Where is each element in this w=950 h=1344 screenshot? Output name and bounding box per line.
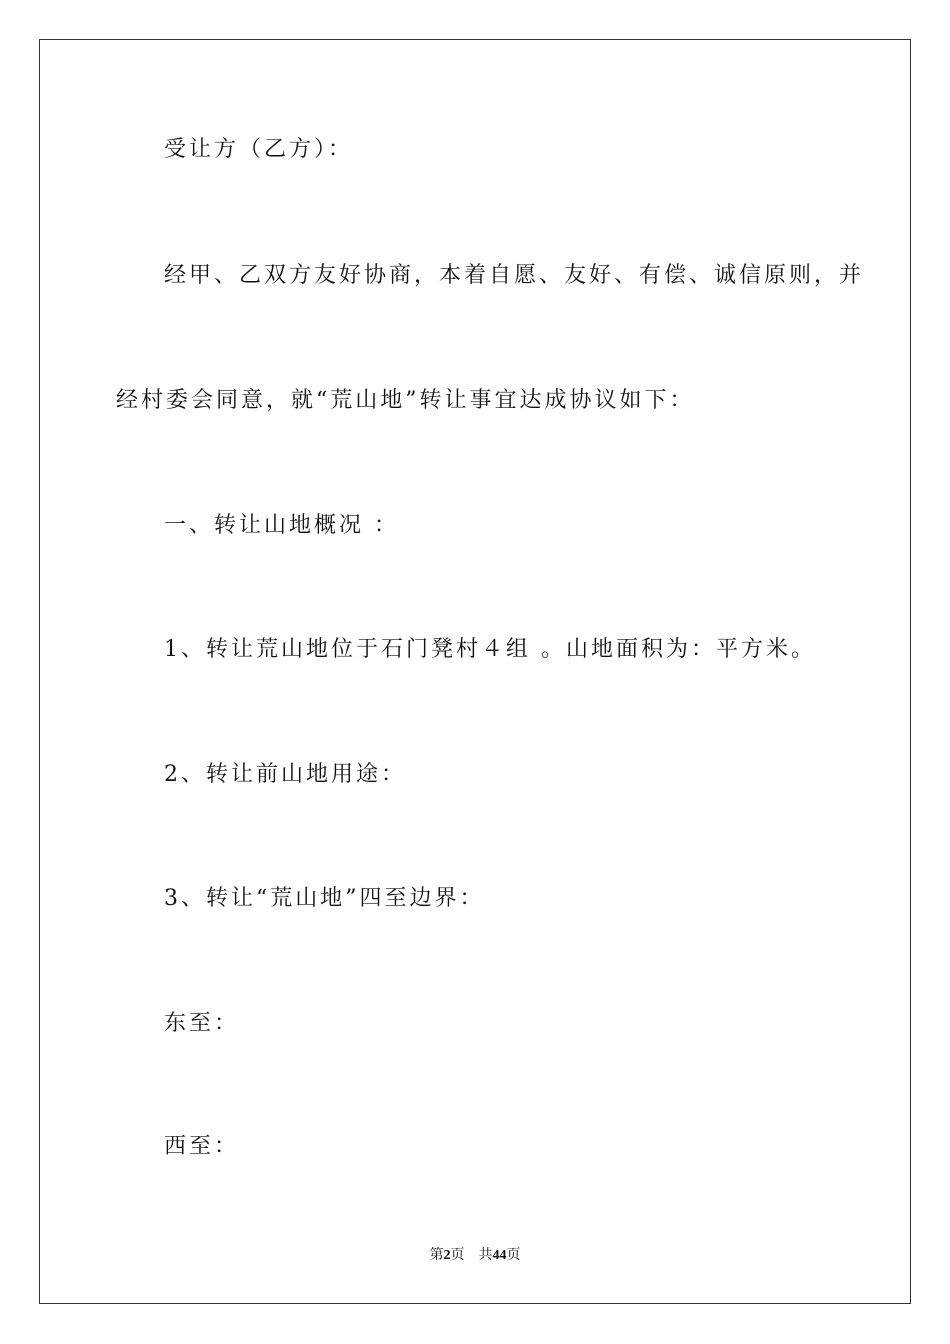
item-2-purpose: 2、转让前山地用途： bbox=[164, 762, 406, 787]
boundary-west: 西至： bbox=[164, 1134, 240, 1159]
page-footer bbox=[0, 1247, 950, 1265]
item-3-boundaries: 3、转让“荒山地”四至边界： bbox=[164, 886, 485, 911]
paragraph-agreement-line-2: 经村委会同意，就“荒山地”转让事宜达成协议如下： bbox=[116, 388, 695, 413]
footer-total-prefix: 共 bbox=[478, 1248, 493, 1263]
boundary-east: 东至： bbox=[164, 1011, 240, 1036]
footer-total-pages: 44 bbox=[492, 1248, 507, 1263]
paragraph-agreement-line-1: 经甲、乙双方友好协商，本着自愿、友好、有偿、诚信原则，并 bbox=[164, 263, 865, 288]
footer-page-suffix: 页 bbox=[450, 1248, 465, 1263]
paragraph-transferee: 受让方（乙方）： bbox=[164, 137, 354, 162]
page-border bbox=[39, 39, 911, 1304]
footer-total-suffix: 页 bbox=[506, 1248, 521, 1263]
item-1-location: 1、转让荒山地位于石门凳村４组 。山地面积为：平方米。 bbox=[164, 637, 816, 662]
section-heading-overview: 一、转让山地概况 ： bbox=[164, 513, 399, 538]
footer-page-prefix: 第 bbox=[429, 1248, 444, 1263]
footer-page-number: 2 bbox=[443, 1248, 451, 1263]
